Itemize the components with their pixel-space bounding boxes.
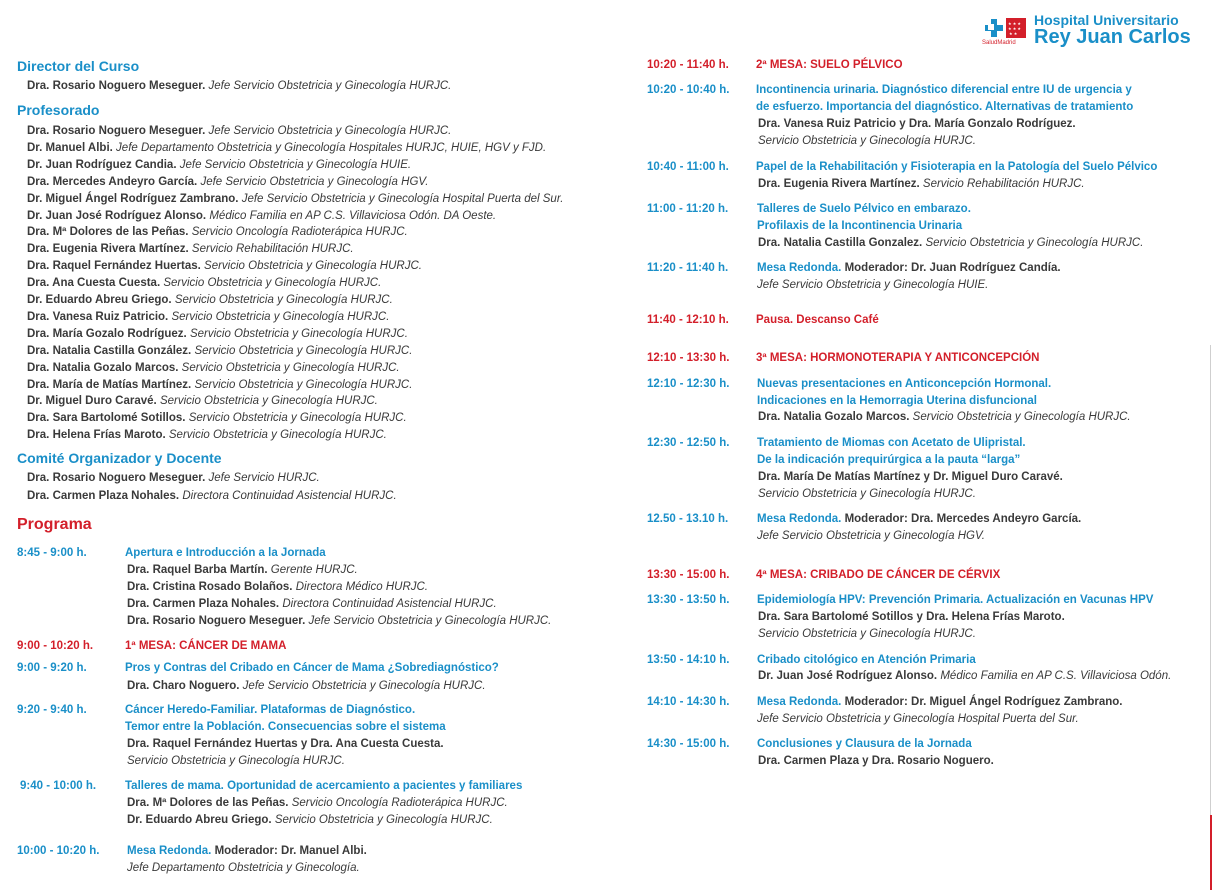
person-role: Jefe Servicio Obstetricia y Ginecología HURJC. bbox=[308, 615, 552, 627]
profesor-entry bbox=[27, 393, 378, 409]
profesor-entry bbox=[27, 275, 381, 291]
programa-heading: Programa bbox=[17, 516, 92, 533]
comite-heading: Comité Organizador y Docente bbox=[17, 450, 222, 466]
hospital-logo bbox=[982, 10, 1207, 50]
speaker-entry bbox=[127, 579, 428, 595]
person-role: Servicio Oncología Radioterápica HURJC. bbox=[291, 797, 508, 809]
mesa-redonda-entry bbox=[757, 694, 1123, 710]
person-name: Dr. Manuel Albi. bbox=[27, 141, 113, 154]
person-role: Servicio Obstetricia y Ginecología HURJC. bbox=[174, 294, 393, 306]
person-name: Dra. Raquel Fernández Huertas. bbox=[27, 260, 201, 273]
session-title: Profilaxis de la Incontinencia Urinaria bbox=[757, 220, 963, 232]
session-time: 12:30 - 12:50 h. bbox=[647, 437, 730, 449]
session-title: Cribado citológico en Atención Primaria bbox=[757, 654, 976, 666]
profesor-entry bbox=[27, 309, 389, 325]
logo-line2: Rey Juan Carlos bbox=[1034, 26, 1191, 48]
person-name: Dr. Miguel Duro Caravé. bbox=[27, 395, 157, 408]
person-name: Dra. Carmen Plaza Nohales. bbox=[127, 598, 280, 610]
mesa-title: 3ª MESA: HORMONOTERAPIA Y ANTICONCEPCIÓN bbox=[756, 352, 1040, 364]
mesa-redonda-entry bbox=[757, 511, 1081, 527]
session-time: 12.50 - 13.10 h. bbox=[647, 513, 729, 525]
person-role: Servicio Obstetricia y Ginecología HURJC. bbox=[194, 344, 413, 357]
page-edge-rule bbox=[1210, 345, 1211, 890]
profesor-entry bbox=[27, 174, 428, 190]
session-title: Nuevas presentaciones en Anticoncepción Hormonal. bbox=[757, 378, 1052, 390]
comite-entry bbox=[27, 488, 397, 504]
session-time: 13:50 - 14:10 h. bbox=[647, 654, 730, 666]
person-role: Servicio Obstetricia y Ginecología HURJC. bbox=[204, 260, 422, 273]
session-title: Temor entre la Población. Consecuencias sobre el sistema bbox=[125, 721, 446, 733]
mesa-time: 10:20 - 11:40 h. bbox=[647, 59, 729, 71]
mesa-title: 1ª MESA: CÁNCER DE MAMA bbox=[125, 640, 287, 652]
person-name: Dra. Mª Dolores de las Peñas. bbox=[127, 797, 289, 809]
session-title: De la indicación prequirúrgica a la pauta “larga” bbox=[757, 454, 1021, 466]
person-role: Jefe Servicio HURJC. bbox=[208, 472, 320, 484]
person-name: Dra. Rosario Noguero Meseguer. bbox=[27, 472, 206, 484]
person-role: Servicio Obstetricia y Ginecología HURJC. bbox=[925, 237, 1144, 249]
speaker-entry bbox=[127, 613, 551, 629]
session-title: Pros y Contras del Cribado en Cáncer de Mama ¿Sobrediagnóstico? bbox=[125, 662, 499, 674]
director-heading: Director del Curso bbox=[17, 58, 140, 74]
person-name: Dra. Vanesa Ruiz Patricio y Dra. María Gonzalo Rodríguez. bbox=[758, 118, 1076, 130]
session-title: Conclusiones y Clausura de la Jornada bbox=[757, 738, 972, 750]
pausa-time: 11:40 - 12:10 h. bbox=[647, 314, 729, 326]
person-role: Servicio Obstetricia y Ginecología HURJC. bbox=[127, 755, 345, 767]
person-name: Dra. Cristina Rosado Bolaños. bbox=[127, 581, 293, 593]
session-time: 13:30 - 13:50 h. bbox=[647, 594, 730, 606]
mesa-time: 9:00 - 10:20 h. bbox=[17, 640, 94, 652]
profesor-entry bbox=[27, 140, 546, 156]
person-role: Jefe Servicio Obstetricia y Ginecología HGV. bbox=[200, 175, 429, 188]
session-time: 9:20 - 9:40 h. bbox=[17, 704, 87, 716]
person-role: Directora Médico HURJC. bbox=[295, 581, 428, 593]
person-role: Jefe Servicio Obstetricia y Ginecología Hospital Puerta del Sur. bbox=[241, 192, 564, 205]
person-role: Gerente HURJC. bbox=[270, 564, 358, 576]
session-title: Incontinencia urinaria. Diagnóstico diferencial entre IU de urgencia y bbox=[756, 84, 1132, 96]
speaker-entry bbox=[127, 678, 486, 694]
person-role: Servicio Obstetricia y Ginecología HURJC. bbox=[171, 310, 390, 323]
person-role: Servicio Obstetricia y Ginecología HURJC. bbox=[758, 488, 976, 500]
profesor-entry bbox=[27, 123, 451, 139]
person-role: Servicio Obstetricia y Ginecología HURJC. bbox=[194, 378, 413, 391]
page-edge-accent bbox=[1210, 815, 1212, 890]
person-name: Dra. Raquel Barba Martín. bbox=[127, 564, 268, 576]
person-name: Dr. Eduardo Abreu Griego. bbox=[127, 814, 272, 826]
speaker-entry bbox=[127, 596, 497, 612]
logo-subtitle: SaludMadrid bbox=[982, 40, 1016, 46]
person-name: Dra. Carmen Plaza Nohales. bbox=[27, 490, 180, 502]
moderator: Moderador: Dra. Mercedes Andeyro García. bbox=[844, 513, 1082, 525]
profesor-entry bbox=[27, 191, 563, 207]
profesor-entry bbox=[27, 208, 496, 224]
person-name: Dra. Helena Frías Maroto. bbox=[27, 429, 166, 442]
speaker-entry bbox=[758, 235, 1143, 251]
person-role: Servicio Obstetricia y Ginecología HURJC. bbox=[188, 412, 407, 425]
session-title: Cáncer Heredo-Familiar. Plataformas de Diagnóstico. bbox=[125, 704, 416, 716]
person-role: Directora Continuidad Asistencial HURJC. bbox=[182, 490, 397, 502]
person-role: Jefe Servicio Obstetricia y Ginecología HUIE. bbox=[179, 158, 412, 171]
person-role: Servicio Obstetricia y Ginecología HURJC. bbox=[168, 429, 387, 442]
person-name: Dra. Natalia Gozalo Marcos. bbox=[27, 361, 179, 374]
session-title: de esfuerzo. Importancia del diagnóstico. Alternativas de tratamiento bbox=[756, 101, 1134, 113]
person-name: Dra. Charo Noguero. bbox=[127, 680, 240, 692]
mesa-title: 4ª MESA: CRIBADO DE CÁNCER DE CÉRVIX bbox=[756, 569, 1001, 581]
svg-text:★ ★ ★: ★ ★ ★ bbox=[1008, 21, 1021, 26]
profesor-entry bbox=[27, 343, 412, 359]
person-name: Dra. Ana Cuesta Cuesta. bbox=[27, 277, 161, 290]
person-name: Dr. Miguel Ángel Rodríguez Zambrano. bbox=[27, 192, 239, 205]
person-role: Jefe Departamento Obstetricia y Ginecología Hospitales HURJC, HUIE, HGV y FJD. bbox=[116, 141, 547, 154]
person-role: Directora Continuidad Asistencial HURJC. bbox=[282, 598, 497, 610]
profesor-entry bbox=[27, 410, 407, 426]
profesor-entry bbox=[27, 427, 387, 443]
person-name: Dr. Juan José Rodríguez Alonso. bbox=[758, 670, 938, 682]
person-role: Jefe Servicio Obstetricia y Ginecología HUIE. bbox=[757, 279, 989, 291]
person-name: Dra. Rosario Noguero Meseguer. bbox=[127, 615, 306, 627]
session-title: Mesa Redonda. bbox=[757, 696, 842, 708]
profesor-entry bbox=[27, 292, 393, 308]
person-name: Dra. Mercedes Andeyro García. bbox=[27, 175, 198, 188]
person-role: Jefe Servicio Obstetricia y Ginecología HURJC. bbox=[208, 125, 452, 137]
speaker-entry bbox=[127, 812, 493, 828]
person-name: Dra. María de Matías Martínez. bbox=[27, 378, 192, 391]
mesa-time: 12:10 - 13:30 h. bbox=[647, 352, 730, 364]
person-name: Dra. Vanesa Ruiz Patricio. bbox=[27, 310, 169, 323]
speaker-entry bbox=[758, 668, 1171, 684]
person-role: Jefe Servicio Obstetricia y Ginecología HGV. bbox=[757, 530, 985, 542]
person-name: Dra. Rosario Noguero Meseguer. bbox=[27, 125, 206, 137]
svg-text:★ ★ ★: ★ ★ ★ bbox=[1008, 26, 1021, 31]
profesor-entry bbox=[27, 258, 422, 274]
mesa-redonda-entry bbox=[127, 843, 367, 859]
profesorado-heading: Profesorado bbox=[17, 102, 100, 118]
session-title: Indicaciones en la Hemorragia Uterina disfuncional bbox=[757, 395, 1037, 407]
session-time: 10:40 - 11:00 h. bbox=[647, 161, 729, 173]
session-time: 12:10 - 12:30 h. bbox=[647, 378, 730, 390]
logo-line1: Hospital Universitario bbox=[1034, 12, 1179, 28]
moderator: Moderador: Dr. Manuel Albi. bbox=[214, 845, 367, 857]
profesor-entry bbox=[27, 157, 411, 173]
session-time: 11:00 - 11:20 h. bbox=[647, 203, 729, 215]
person-name: Dra. Eugenia Rivera Martínez. bbox=[758, 178, 920, 190]
session-time: 11:20 - 11:40 h. bbox=[647, 262, 729, 274]
person-role: Servicio Rehabilitación HURJC. bbox=[922, 178, 1085, 190]
comite-entry bbox=[27, 470, 320, 486]
speaker-entry bbox=[127, 562, 358, 578]
profesor-entry bbox=[27, 224, 408, 240]
speaker-entry bbox=[127, 795, 508, 811]
person-name: Dra. Raquel Fernández Huertas y Dra. Ana Cuesta Cuesta. bbox=[127, 738, 444, 750]
session-title: Mesa Redonda. bbox=[757, 513, 842, 525]
person-name: Dra. Mª Dolores de las Peñas. bbox=[27, 226, 189, 239]
person-role: Servicio Obstetricia y Ginecología HURJC. bbox=[758, 135, 976, 147]
profesor-entry bbox=[27, 360, 400, 376]
person-role: Servicio Obstetricia y Ginecología HURJC. bbox=[274, 814, 493, 826]
person-role: Jefe Servicio Obstetricia y Ginecología Hospital Puerta del Sur. bbox=[757, 713, 1079, 725]
session-time: 10:20 - 10:40 h. bbox=[647, 84, 730, 96]
person-name: Dra. Eugenia Rivera Martínez. bbox=[27, 243, 189, 256]
mesa-title: 2ª MESA: SUELO PÉLVICO bbox=[756, 59, 903, 71]
person-role: Servicio Oncología Radioterápica HURJC. bbox=[191, 226, 408, 239]
person-role: Servicio Obstetricia y Ginecología HURJC. bbox=[181, 361, 400, 374]
profesor-entry bbox=[27, 326, 408, 342]
session-time: 14:30 - 15:00 h. bbox=[647, 738, 730, 750]
person-name: Dra. Natalia Castilla Gonzalez. bbox=[758, 237, 923, 249]
pausa-title: Pausa. Descanso Café bbox=[756, 314, 879, 326]
person-role: Servicio Obstetricia y Ginecología HURJC. bbox=[912, 411, 1131, 423]
session-title: Talleres de Suelo Pélvico en embarazo. bbox=[757, 203, 971, 215]
speaker-entry bbox=[758, 409, 1131, 425]
person-name: Dra. María De Matías Martínez y Dr. Miguel Duro Caravé. bbox=[758, 471, 1063, 483]
session-time: 14:10 - 14:30 h. bbox=[647, 696, 730, 708]
mesa-time: 13:30 - 15:00 h. bbox=[647, 569, 730, 581]
person-name: Dra. María Gozalo Rodríguez. bbox=[27, 327, 187, 340]
moderator: Moderador: Dr. Miguel Ángel Rodríguez Zambrano. bbox=[844, 696, 1123, 708]
svg-text:★ ★: ★ ★ bbox=[1009, 31, 1018, 36]
session-time: 10:00 - 10:20 h. bbox=[17, 845, 100, 857]
session-time: 9:40 - 10:00 h. bbox=[20, 780, 97, 792]
person-name: Dra. Sara Bartolomé Sotillos. bbox=[27, 412, 186, 425]
person-role: Jefe Servicio Obstetricia y Ginecología HURJC. bbox=[242, 680, 486, 692]
person-name: Dr. Juan Rodríguez Candia. bbox=[27, 158, 177, 171]
person-role: Médico Familia en AP C.S. Villaviciosa Odón. bbox=[940, 670, 1172, 682]
session-title: Apertura e Introducción a la Jornada bbox=[125, 547, 326, 559]
profesor-entry bbox=[27, 377, 412, 393]
session-title: Mesa Redonda. bbox=[127, 845, 212, 857]
moderator: Moderador: Dr. Juan Rodríguez Candía. bbox=[844, 262, 1061, 274]
person-role: Jefe Servicio Obstetricia y Ginecología HURJC. bbox=[208, 80, 452, 92]
person-role: Servicio Obstetricia y Ginecología HURJC. bbox=[163, 277, 382, 290]
session-title: Epidemiología HPV: Prevención Primaria. Actualización en Vacunas HPV bbox=[757, 594, 1154, 606]
session-title: Papel de la Rehabilitación y Fisioterapia en la Patología del Suelo Pélvico bbox=[756, 161, 1158, 173]
person-name: Dra. Sara Bartolomé Sotillos y Dra. Helena Frías Maroto. bbox=[758, 611, 1065, 623]
session-time: 8:45 - 9:00 h. bbox=[17, 547, 87, 559]
speaker-entry bbox=[758, 176, 1085, 192]
person-name: Dr. Juan José Rodríguez Alonso. bbox=[27, 209, 207, 222]
person-role: Servicio Obstetricia y Ginecología HURJC. bbox=[758, 628, 976, 640]
person-role: Jefe Departamento Obstetricia y Ginecología. bbox=[127, 862, 360, 874]
session-title: Talleres de mama. Oportunidad de acercamiento a pacientes y familiares bbox=[125, 780, 523, 792]
session-title: Tratamiento de Miomas con Acetato de Ulipristal. bbox=[757, 437, 1026, 449]
person-name: Dra. Carmen Plaza y Dra. Rosario Noguero. bbox=[758, 755, 994, 767]
profesor-entry bbox=[27, 241, 354, 257]
mesa-redonda-entry bbox=[757, 260, 1061, 276]
person-role: Servicio Rehabilitación HURJC. bbox=[191, 243, 354, 256]
session-time: 9:00 - 9:20 h. bbox=[17, 662, 87, 674]
person-name: Dra. Rosario Noguero Meseguer. bbox=[27, 80, 206, 92]
person-role: Servicio Obstetricia y Ginecología HURJC. bbox=[159, 395, 378, 408]
director-entry bbox=[27, 78, 451, 94]
person-name: Dra. Natalia Castilla González. bbox=[27, 344, 192, 357]
person-name: Dra. Natalia Gozalo Marcos. bbox=[758, 411, 910, 423]
session-title: Mesa Redonda. bbox=[757, 262, 842, 274]
person-role: Servicio Obstetricia y Ginecología HURJC. bbox=[189, 327, 408, 340]
person-role: Médico Familia en AP C.S. Villaviciosa Odón. DA Oeste. bbox=[209, 209, 497, 222]
person-name: Dr. Eduardo Abreu Griego. bbox=[27, 294, 172, 306]
